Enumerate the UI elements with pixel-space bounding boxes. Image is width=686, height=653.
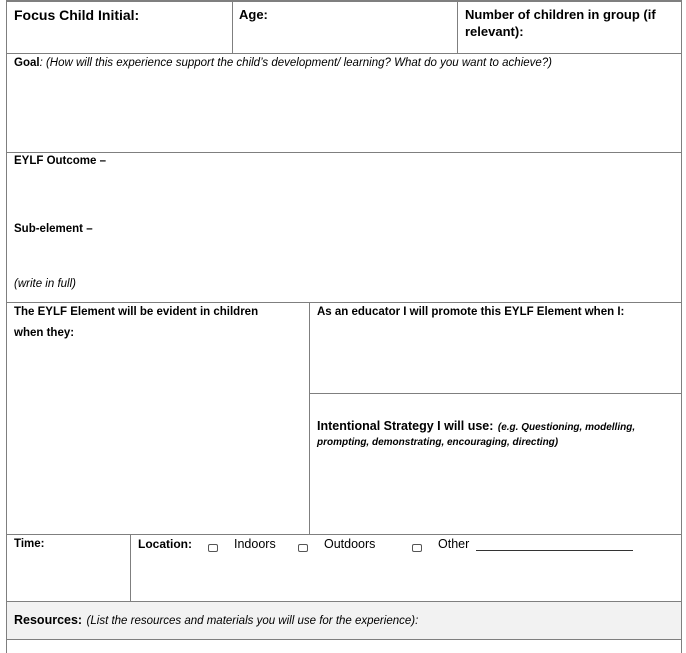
focus-child-cell[interactable] — [7, 2, 233, 53]
time-cell[interactable] — [7, 535, 131, 601]
evident-cell[interactable] — [7, 303, 310, 534]
indoors-checkbox[interactable] — [208, 539, 218, 557]
planning-form — [6, 0, 682, 653]
resources-line — [14, 612, 418, 629]
age-cell[interactable] — [233, 2, 458, 53]
strategy-hint-line2: prompting, demonstrating, encouraging, directing) — [317, 437, 559, 448]
outdoors-checkbox[interactable] — [298, 539, 308, 557]
location-cell — [131, 535, 681, 601]
resources-hint: (List the resources and materials you will use for the experience): — [86, 615, 419, 627]
strategy-label: Intentional Strategy I will use: — [317, 419, 494, 433]
goal-row[interactable] — [7, 54, 681, 153]
other-text-line[interactable] — [476, 550, 633, 551]
time-location-row — [7, 535, 681, 602]
children-count-label-line2: relevant): — [465, 24, 524, 39]
strategy-hint-line1: (e.g. Questioning, modelling, — [497, 422, 636, 433]
promote-label: As an educator I will promote this EYLF Element when I: — [317, 306, 625, 318]
indoors-label: Indoors — [234, 537, 276, 551]
goal-line — [14, 56, 552, 71]
other-label: Other — [438, 537, 470, 551]
promote-cell[interactable] — [310, 303, 681, 394]
children-count-label-line1: Number of children in group (if — [465, 7, 656, 22]
strategy-line1 — [317, 418, 635, 436]
educator-column — [310, 303, 681, 534]
outcome-row[interactable] — [7, 153, 681, 303]
outdoors-label: Outdoors — [324, 537, 376, 551]
sub-element-label: Sub-element – — [14, 223, 93, 235]
goal-label: Goal — [14, 57, 40, 69]
children-count-cell[interactable] — [458, 2, 681, 53]
focus-child-label: Focus Child Initial: — [14, 7, 140, 23]
header-row — [7, 2, 681, 54]
other-checkbox[interactable] — [412, 539, 422, 557]
age-label: Age: — [239, 7, 268, 22]
goal-hint: : (How will this experience support the child’s development/ learning? What do you want to achieve?) — [39, 57, 553, 69]
resources-row[interactable] — [7, 602, 681, 640]
write-in-full-note: (write in full) — [14, 278, 76, 290]
location-label: Location: — [138, 537, 192, 551]
resources-label: Resources: — [14, 613, 83, 627]
strategy-cell[interactable] — [310, 394, 681, 534]
time-label: Time: — [14, 538, 45, 550]
element-row — [7, 303, 681, 535]
eylf-outcome-label: EYLF Outcome – — [14, 155, 107, 167]
evident-label-line1: The EYLF Element will be evident in children — [14, 306, 259, 318]
evident-label-line2: when they: — [14, 327, 75, 339]
